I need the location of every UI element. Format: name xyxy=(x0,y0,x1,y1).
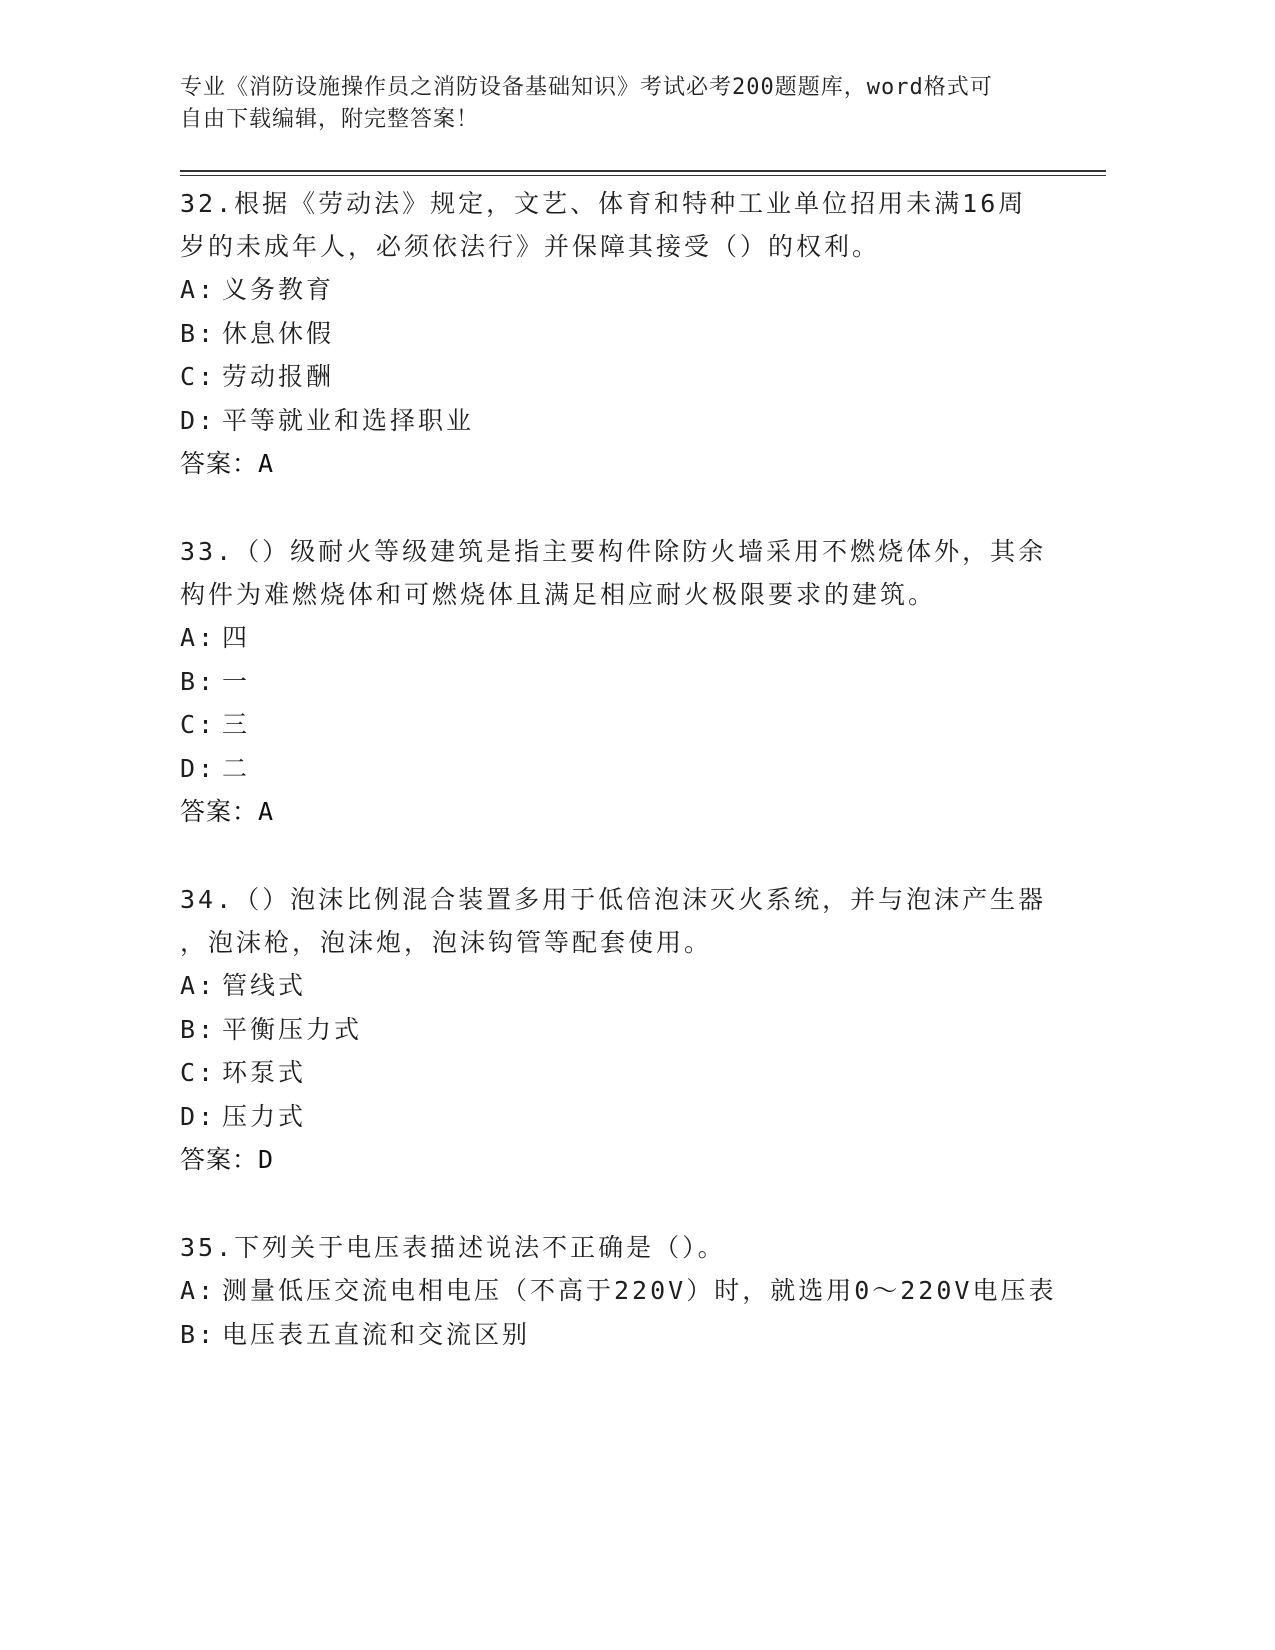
option-b xyxy=(180,312,1080,356)
question-34 xyxy=(180,878,1080,1182)
option-a xyxy=(180,1269,1080,1313)
option-text: 电压表五直流和交流区别 xyxy=(222,1319,531,1349)
option-key: A: xyxy=(180,623,217,652)
option-key: C: xyxy=(180,362,217,391)
answer-label: 答案： xyxy=(180,449,259,478)
option-d xyxy=(180,1095,1080,1139)
option-d xyxy=(180,747,1080,791)
option-text: 休息休假 xyxy=(222,318,335,348)
answer-value: D xyxy=(258,1145,275,1174)
header-divider-thin xyxy=(180,175,1106,176)
option-text: 二 xyxy=(222,753,251,783)
option-text: 管线式 xyxy=(222,971,307,1000)
question-text-line: 33.（）级耐火等级建筑是指主要构件除防火墙采用不燃烧体外，其余 xyxy=(180,537,1047,566)
option-key: C: xyxy=(180,1058,217,1087)
option-a xyxy=(180,616,1080,660)
question-list xyxy=(180,182,1080,1400)
option-text: 环泵式 xyxy=(222,1058,307,1087)
question-text-line: 岁的未成年人，必须依法行》并保障其接受（）的权利。 xyxy=(180,232,881,261)
option-text: 义务教育 xyxy=(222,275,335,304)
option-c xyxy=(180,703,1080,747)
answer xyxy=(180,790,1080,834)
option-key: A: xyxy=(180,1276,217,1305)
question-33 xyxy=(180,530,1080,834)
option-c xyxy=(180,355,1080,399)
option-text: 一 xyxy=(222,666,251,696)
option-key: B: xyxy=(180,666,217,696)
answer-label: 答案： xyxy=(180,1145,259,1174)
option-b xyxy=(180,1008,1080,1052)
question-32 xyxy=(180,182,1080,486)
option-text: 平衡压力式 xyxy=(222,1014,363,1044)
answer-value: A xyxy=(258,797,275,826)
answer xyxy=(180,442,1080,486)
answer-label: 答案： xyxy=(180,797,259,826)
header-divider-thick xyxy=(180,170,1106,172)
option-key: D: xyxy=(180,405,217,435)
header-line-1: 专业《消防设施操作员之消防设备基础知识》考试必考200题题库，word格式可 xyxy=(180,75,993,100)
option-key: D: xyxy=(180,753,217,783)
option-text: 压力式 xyxy=(222,1101,307,1131)
option-key: D: xyxy=(180,1101,217,1131)
question-text-line: ，泡沫枪，泡沫炮，泡沫钩管等配套使用。 xyxy=(180,928,713,957)
option-text: 三 xyxy=(222,710,251,739)
option-key: B: xyxy=(180,1319,217,1349)
option-b xyxy=(180,660,1080,704)
option-text: 四 xyxy=(222,623,251,652)
answer xyxy=(180,1138,1080,1182)
document-header xyxy=(180,72,1060,136)
header-line-2: 自由下载编辑，附完整答案！ xyxy=(180,107,480,132)
option-text: 测量低压交流电相电压（不高于220V）时，就选用0～220V电压表 xyxy=(222,1276,1057,1305)
answer-value: A xyxy=(258,449,275,478)
option-c xyxy=(180,1051,1080,1095)
option-key: A: xyxy=(180,971,217,1000)
option-text: 平等就业和选择职业 xyxy=(222,405,475,435)
question-text-line: 34.（）泡沫比例混合装置多用于低倍泡沫灭火系统，并与泡沫产生器 xyxy=(180,885,1047,914)
option-text: 劳动报酬 xyxy=(222,362,335,391)
option-a xyxy=(180,964,1080,1008)
question-35 xyxy=(180,1226,1080,1356)
option-d xyxy=(180,399,1080,443)
question-text-line: 32.根据《劳动法》规定，文艺、体育和特种工业单位招用未满16周 xyxy=(180,189,1027,218)
question-text-line: 构件为难燃烧体和可燃烧体且满足相应耐火极限要求的建筑。 xyxy=(180,580,937,609)
option-a xyxy=(180,268,1080,312)
option-key: B: xyxy=(180,1014,217,1044)
option-key: A: xyxy=(180,275,217,304)
option-b xyxy=(180,1313,1080,1357)
option-key: C: xyxy=(180,710,217,739)
question-text-line: 35.下列关于电压表描述说法不正确是（）。 xyxy=(180,1233,726,1262)
option-key: B: xyxy=(180,318,217,348)
